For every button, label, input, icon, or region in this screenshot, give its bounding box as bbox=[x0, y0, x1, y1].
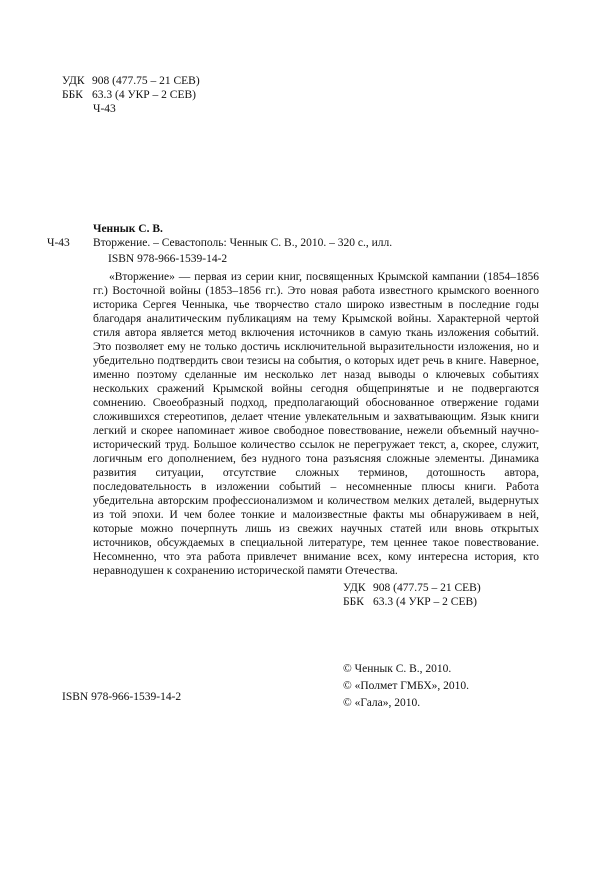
record-cutter-code: Ч-43 bbox=[47, 237, 70, 249]
record-title: Вторжение. – Севастополь: Ченнык С. В., 2010. – 320 с., илл. bbox=[93, 237, 393, 249]
bottom-bbk-value: 63.3 (4 УКР – 2 СЕВ) bbox=[373, 596, 477, 608]
top-udk-value: 908 (477.75 – 21 СЕВ) bbox=[92, 75, 200, 87]
annotation-paragraph: «Вторжение» — первая из серии книг, посвященных Крымской кампании (1854–1856 гг.) Восточной войны (1853–1856 гг.). Это новая работа известного крымского военного историка Сергея Ченныка, чье творчество стало широко известным в последние годы благодаря аналитическим публикациям на тему Крымской войны. Характерной чертой стиля автора является метод включения источников в самую ткань изложения событий. Это позволяет ему не только достичь исключительной выразительности изложения, но и убедительно подтвердить свои тезисы на события, о которых идет речь в книге. Наверное, именно поэтому сделанные им несколько лет назад выводы о ключевых событиях нескольких сражений Крымской войны сегодня общепринятые и не подвергаются сомнению. Своеобразный подход, предполагающий обоснованное отвержение годами сложившихся стереотипов, делает чтение увлекательным и захватывающим. Язык книги легкий и скорее напоминает живое свободное повествование, нежели объемный научно-исторический труд. Большое количество ссылок не перегружает текст, а, скорее, служит, логичным его дополнением, без нудного тона разъясняя сложные элементы. Динамика развития ситуации, отсутствие сложных терминов, дотошность автора, последовательность в изложении событий – несомненные плюсы книги. Работа убедительна авторским профессионализмом и количеством мелких деталей, выдернутых из той эпохи. И чем более тонкие и малоизвестные факты мы обнаруживаем в ней, которые можно почерпнуть лишь из свежих научных статей или вновь открытых источников, обсуждаемых в специальной литературе, тем ценнее такое повествование. Несомненно, что эта работа привлечет внимание всех, кому интересна история, кто неравнодушен к сохранению исторической памяти Отечества. bbox=[93, 271, 539, 577]
copyright-line: © Ченнык С. В., 2010. bbox=[343, 663, 452, 675]
bottom-udk-row bbox=[343, 581, 481, 595]
bottom-udk-label: УДК bbox=[343, 582, 366, 594]
top-bbk-value: 63.3 (4 УКР – 2 СЕВ) bbox=[92, 89, 196, 101]
top-cutter-code: Ч-43 bbox=[93, 103, 116, 115]
copyright-block bbox=[343, 661, 469, 712]
copyright-line: © «Полмет ГМБХ», 2010. bbox=[343, 680, 470, 692]
top-bbk-label: ББК bbox=[62, 89, 83, 101]
top-udk-row bbox=[62, 74, 200, 88]
top-bbk-row bbox=[62, 88, 200, 102]
bottom-bbk-row bbox=[343, 595, 481, 609]
top-classification-block bbox=[62, 74, 200, 116]
bottom-udk-value: 908 (477.75 – 21 СЕВ) bbox=[373, 582, 481, 594]
bottom-isbn: ISBN 978-966-1539-14-2 bbox=[62, 691, 182, 703]
bottom-classification-block bbox=[343, 581, 481, 609]
record-isbn: ISBN 978-966-1539-14-2 bbox=[108, 253, 228, 265]
top-udk-label: УДК bbox=[62, 75, 85, 87]
record-author: Ченнык С. В. bbox=[93, 223, 163, 235]
copyright-line: © «Гала», 2010. bbox=[343, 697, 421, 709]
bottom-bbk-label: ББК bbox=[343, 596, 364, 608]
